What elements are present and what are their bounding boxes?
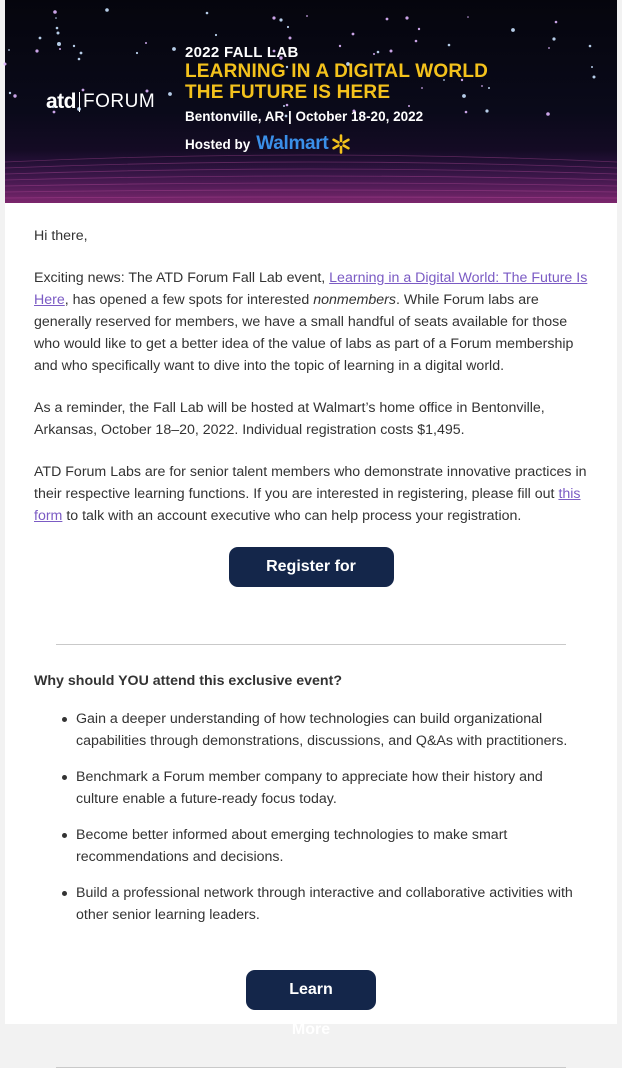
registration-text-end: to talk with an account executive who can help process your registration. [62, 508, 522, 524]
register-button-row [34, 547, 588, 618]
hosted-by [185, 133, 488, 155]
lab-title: 2022 FALL LAB [185, 44, 299, 61]
learn-more-button-row [34, 970, 588, 1041]
logo-forum-text: FORUM [83, 91, 156, 112]
event-banner [5, 0, 617, 203]
banner-headline [185, 44, 488, 155]
registration-text: ATD Forum Labs are for senior talent members who demonstrate innovative practices in their respective learning functions. If you are interested in registering, please fill out [34, 464, 587, 502]
why-attend-heading: Why should YOU attend this exclusive event? [34, 673, 342, 689]
paragraph-intro [34, 267, 588, 377]
headline-line-1: LEARNING IN A DIGITAL WORLD [185, 61, 489, 82]
paragraph-reminder: As a reminder, the Fall Lab will be hosted at Walmart’s home office in Bentonville, Arkansas, October 18–20, 2022. Individual registration costs $1,495. [34, 400, 545, 438]
paragraph-registration [34, 461, 588, 527]
section-divider [56, 644, 566, 645]
logo-atd-text: atd [46, 90, 76, 113]
logo-divider [79, 92, 80, 112]
intro-text-mid: , has opened a few spots for interested [64, 292, 314, 308]
headline-line-2: THE FUTURE IS HERE [185, 82, 391, 103]
email-frame [5, 0, 617, 1038]
list-item: Build a professional network through interactive and collaborative activities with other senior learning leaders. [76, 882, 588, 926]
reasons-list [34, 708, 588, 926]
list-item: Gain a deeper understanding of how technologies can build organizational capabilities through demonstrations, discussions, and Q&As with practitioners. [76, 708, 588, 752]
list-item: Benchmark a Forum member company to appreciate how their history and culture enable a future-ready focus today. [76, 766, 588, 810]
event-link[interactable]: Learning in a Digital World: The Future Is Here [34, 270, 588, 308]
this-form-link[interactable]: this form [34, 486, 581, 524]
intro-text: Exciting news: The ATD Forum Fall Lab event, [34, 270, 330, 286]
hosted-by-label: Hosted by [185, 136, 251, 152]
list-item: Become better informed about emerging technologies to make smart recommendations and decisions. [76, 824, 588, 868]
walmart-logo-text: Walmart [256, 133, 329, 154]
atd-forum-logo [46, 90, 155, 114]
nonmembers-emphasis: nonmembers [313, 292, 397, 308]
learn-more-button[interactable]: Learn More [246, 970, 376, 1010]
register-for-lab-button[interactable]: Register for Lab [229, 547, 394, 587]
walmart-spark-icon [331, 134, 351, 154]
location-date: Bentonville, AR | October 18-20, 2022 [185, 109, 424, 124]
intro-text-end: . While Forum labs are generally reserved for members, we have a small handful of seats available for those who would like to get a better idea of the value of labs as part of a Forum membership and who specifically want to dive into the topic of learning in a digital world. [34, 292, 574, 374]
greeting: Hi there, [34, 228, 88, 244]
email-body [5, 203, 617, 1068]
